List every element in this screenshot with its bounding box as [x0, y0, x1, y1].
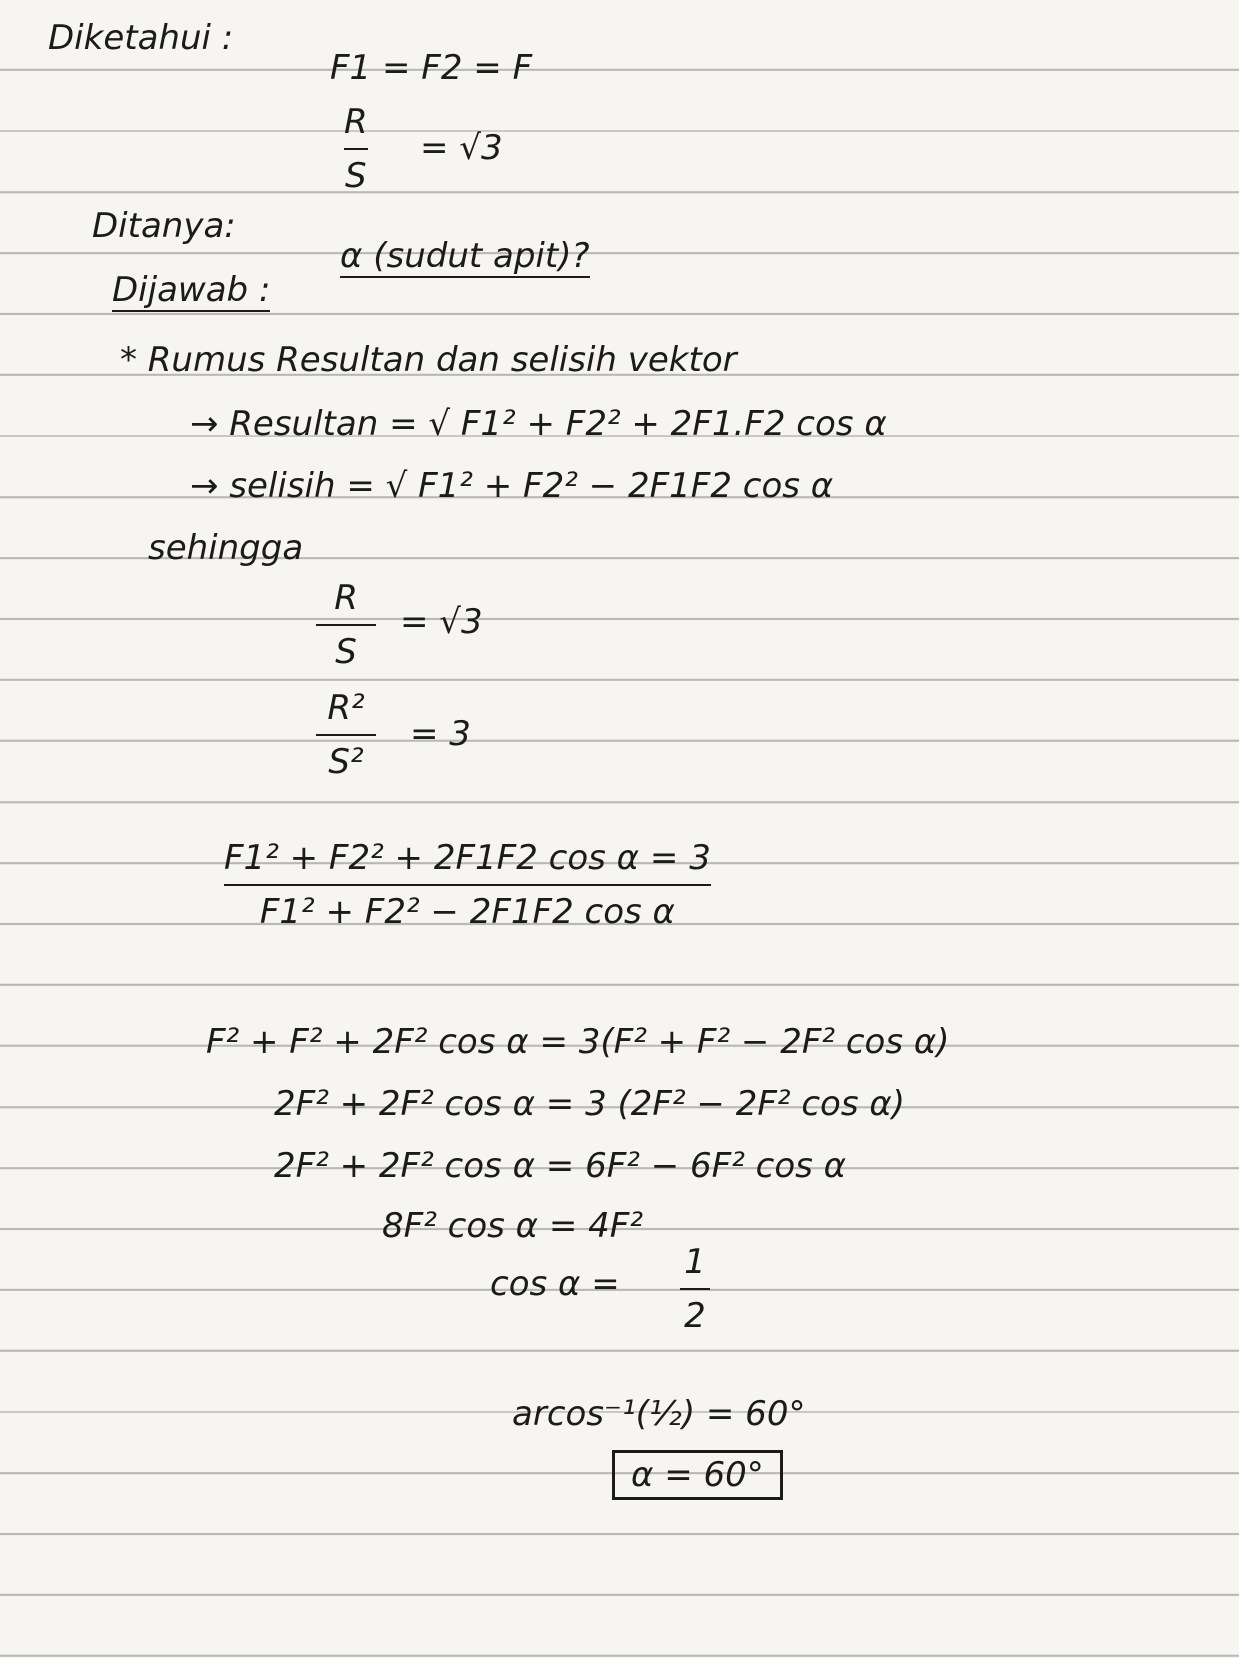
- big-fraction-denominator: F1² + F2² − 2F1F2 cos α: [259, 892, 675, 932]
- final-answer-box: α = 60°: [612, 1450, 783, 1500]
- answer-label: Dijawab :: [112, 270, 271, 310]
- sehingga-text: sehingga: [148, 528, 304, 568]
- fraction-bar: [680, 1288, 710, 1290]
- asked-text: α (sudut apit)?: [340, 236, 590, 276]
- r2-numerator: R²: [327, 688, 365, 728]
- fraction-bar: [224, 884, 711, 886]
- known-ratio-value: = √3: [420, 128, 503, 168]
- step-3: 2F² + 2F² cos α = 6F² − 6F² cos α: [274, 1146, 847, 1186]
- fraction-bar: [316, 734, 376, 736]
- step-1: F² + F² + 2F² cos α = 3(F² + F² − 2F² cos α): [206, 1022, 950, 1062]
- known-label: Diketahui :: [48, 18, 234, 58]
- formula-heading: * Rumus Resultan dan selisih vektor: [120, 340, 737, 380]
- big-fraction: [224, 838, 711, 932]
- known-ratio-numerator: R: [344, 102, 368, 142]
- r-over-s-numerator: R: [334, 578, 358, 618]
- selisih-formula: → selisih = √ F1² + F2² − 2F1F2 cos α: [190, 466, 834, 506]
- step-4: 8F² cos α = 4F²: [382, 1206, 643, 1246]
- big-fraction-numerator: F1² + F2² + 2F1F2 cos α = 3: [224, 838, 711, 878]
- known-equation: F1 = F2 = F: [330, 48, 533, 88]
- step-2: 2F² + 2F² cos α = 3 (2F² − 2F² cos α): [274, 1084, 906, 1124]
- asked-label: Ditanya:: [92, 206, 236, 246]
- step-5-lhs: cos α =: [490, 1264, 620, 1304]
- fraction-bar: [316, 624, 376, 626]
- fraction-bar: [344, 148, 368, 150]
- known-ratio-fraction: [344, 102, 368, 196]
- r2-over-s2-fraction: [316, 688, 376, 782]
- s2-denominator: S²: [328, 742, 364, 782]
- arccos-line: arcos⁻¹(½) = 60°: [512, 1394, 806, 1434]
- step-5-denominator: 2: [684, 1296, 706, 1336]
- step-5-numerator: 1: [684, 1242, 706, 1282]
- r2-over-s2-value: = 3: [410, 714, 471, 754]
- r-over-s-value: = √3: [400, 602, 483, 642]
- resultan-formula: → Resultan = √ F1² + F2² + 2F1.F2 cos α: [190, 404, 887, 444]
- known-ratio-denominator: S: [345, 156, 367, 196]
- r-over-s-fraction: [316, 578, 376, 672]
- step-5-fraction: [680, 1242, 710, 1336]
- r-over-s-denominator: S: [335, 632, 357, 672]
